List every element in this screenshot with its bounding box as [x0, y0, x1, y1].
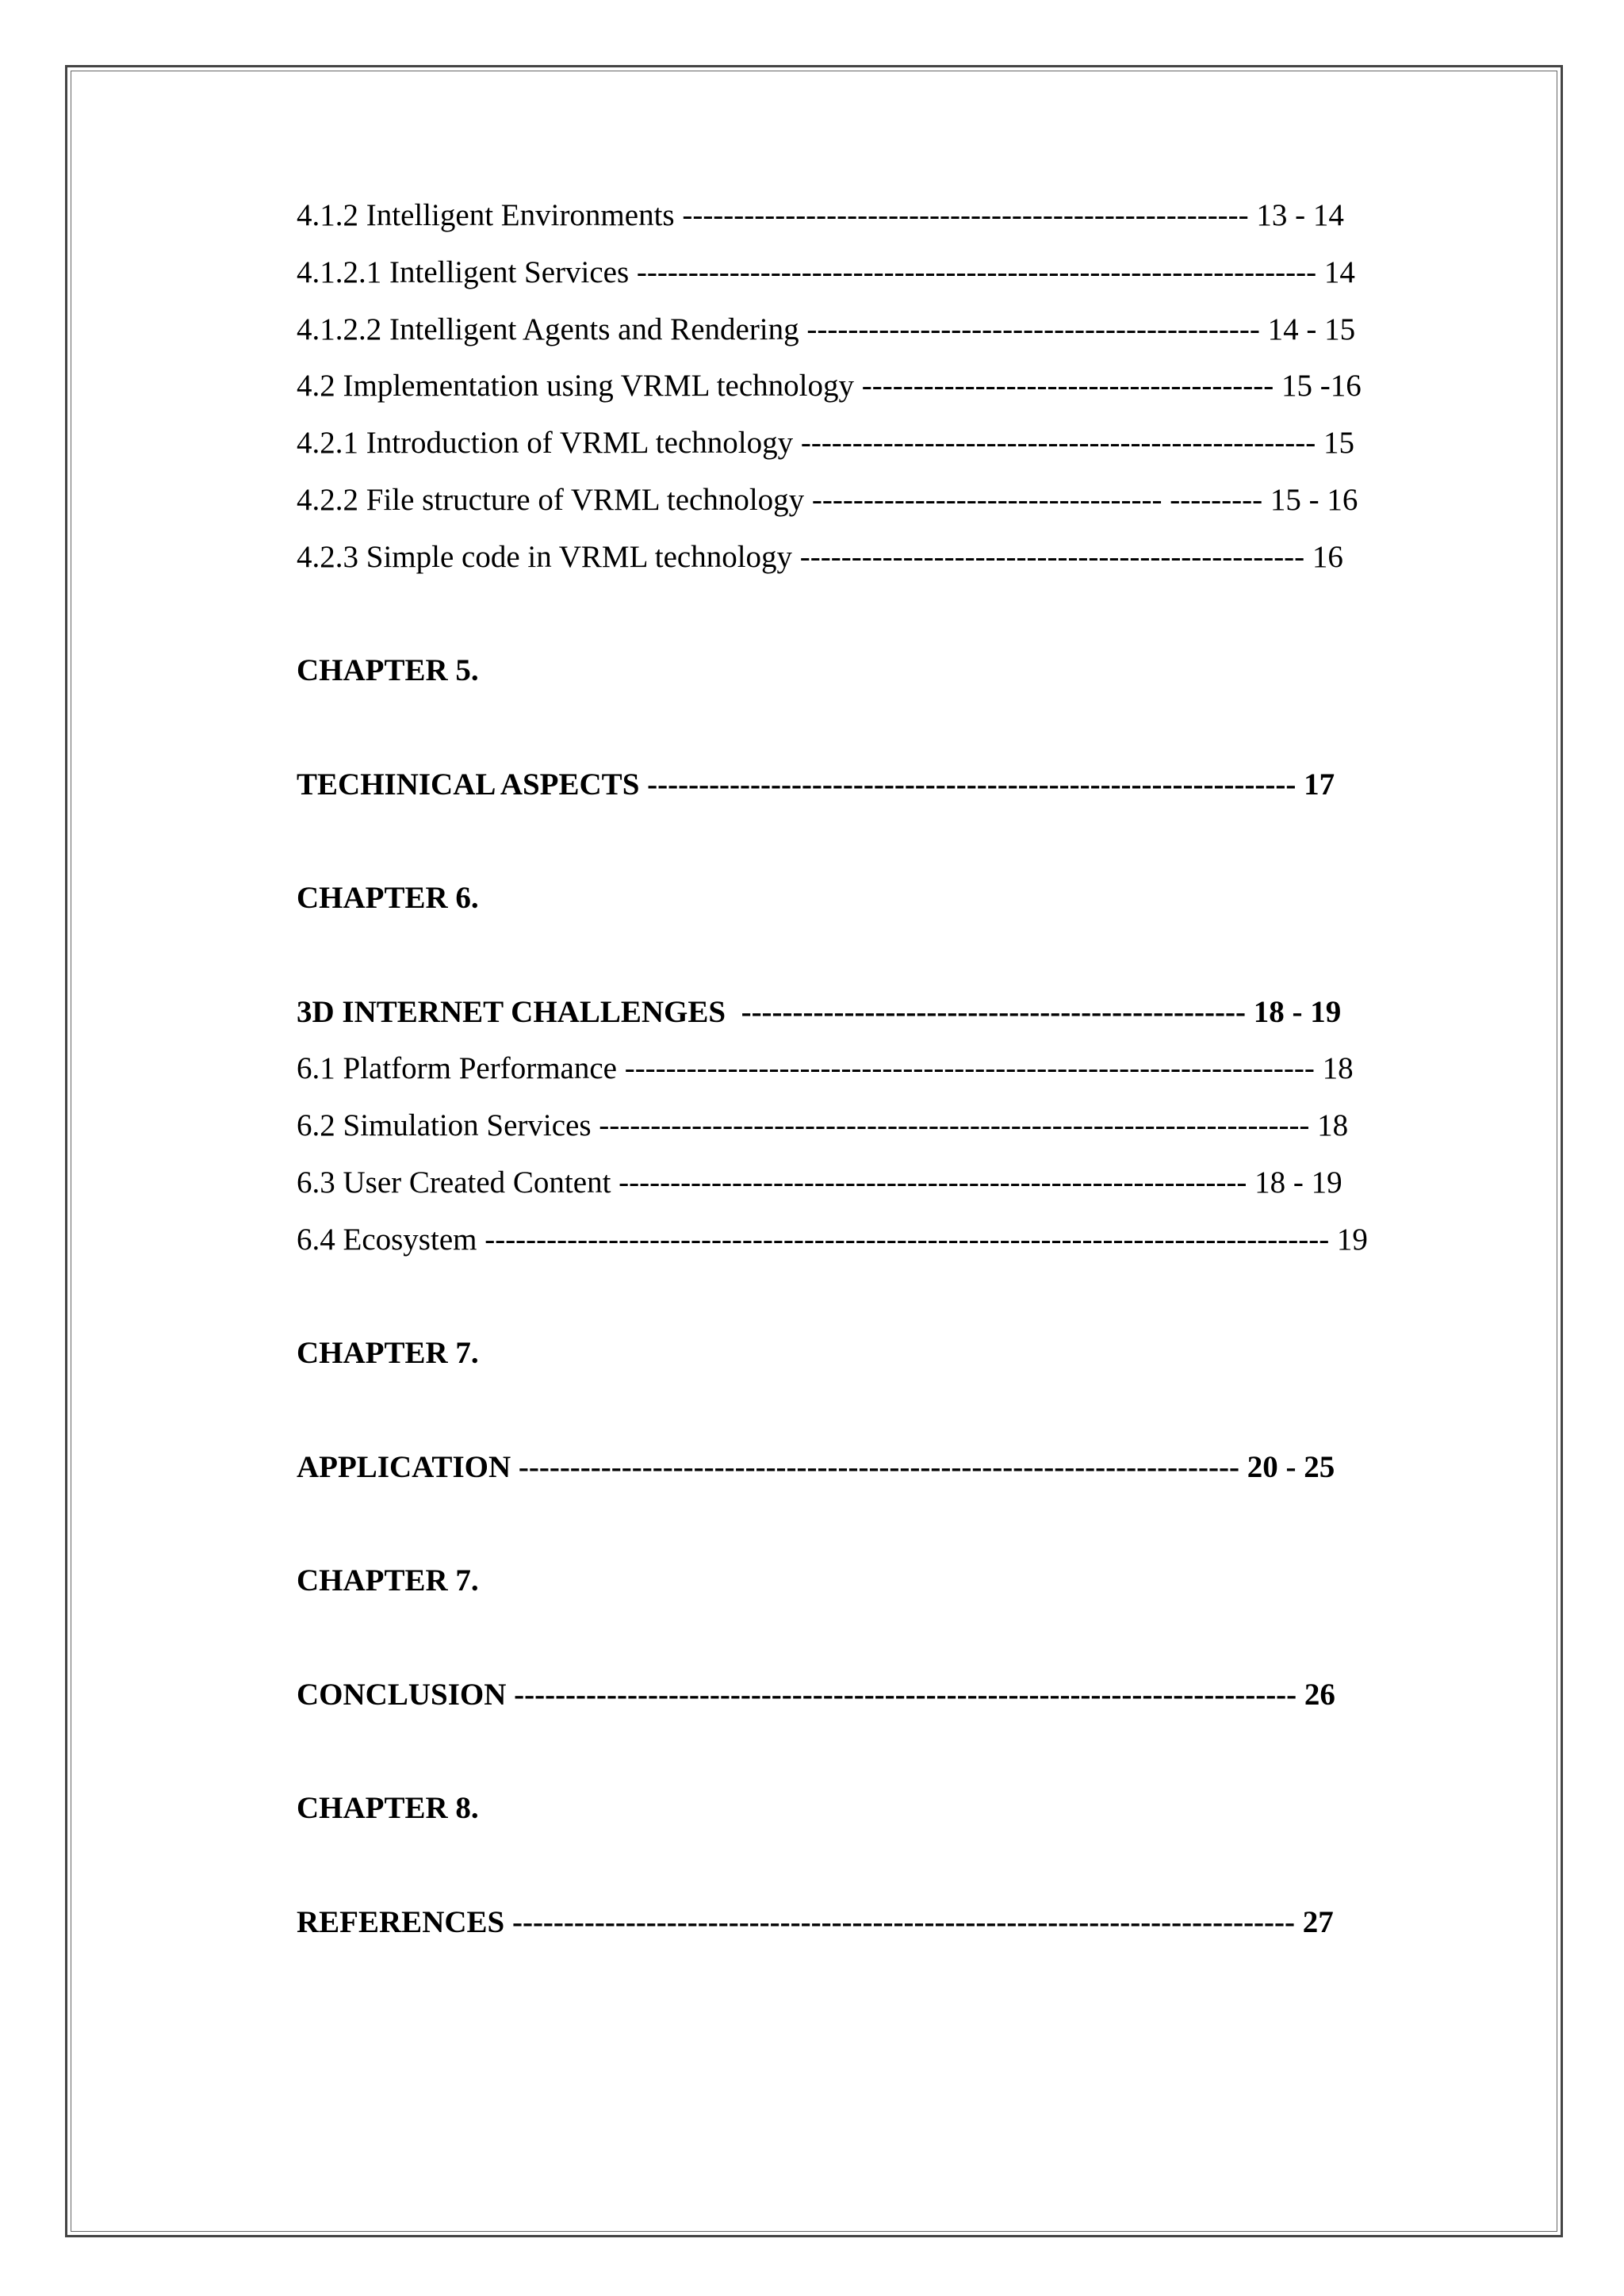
chapter-8-heading: CHAPTER 8.	[297, 1791, 479, 1825]
chapter-6-heading: CHAPTER 6.	[297, 881, 479, 915]
chapter-7-heading: CHAPTER 7.	[297, 1336, 479, 1370]
toc-entry-4-1-2: 4.1.2 Intelligent Environments ------------------------------------------------------- 13 - 14	[297, 198, 1344, 232]
toc-entry-3d-internet-challenges: 3D INTERNET CHALLENGES ------------------------------------------------- 18 - 19	[297, 995, 1342, 1029]
chapter-7-heading-2: CHAPTER 7.	[297, 1563, 479, 1598]
toc-entry-4-1-2-2: 4.1.2.2 Intelligent Agents and Rendering -------------------------------------------- 14 - 15	[297, 312, 1356, 346]
toc-entry-4-2-1: 4.2.1 Introduction of VRML technology -------------------------------------------------- 15	[297, 426, 1354, 460]
toc-entry-6-4: 6.4 Ecosystem ---------------------------------------------------------------------------------- 19	[297, 1223, 1368, 1257]
toc-entry-4-1-2-1: 4.1.2.1 Intelligent Services ------------------------------------------------------------------ 14	[297, 255, 1355, 289]
toc-entry-6-3: 6.3 User Created Content ------------------------------------------------------------- 18 - 19	[297, 1165, 1342, 1200]
toc-entry-application: APPLICATION ---------------------------------------------------------------------- 20 - 25	[297, 1450, 1335, 1484]
toc-entry-references: REFERENCES ---------------------------------------------------------------------------- 27	[297, 1905, 1334, 1939]
toc-entry-4-2: 4.2 Implementation using VRML technology ---------------------------------------- 15 -16	[297, 369, 1362, 403]
toc-entry-4-2-2: 4.2.2 File structure of VRML technology ---------------------------------- --------- 15 - 16	[297, 483, 1358, 517]
toc-entry-6-2: 6.2 Simulation Services --------------------------------------------------------------------- 18	[297, 1108, 1349, 1142]
chapter-5-heading: CHAPTER 5.	[297, 653, 479, 687]
toc-entry-6-1: 6.1 Platform Performance ------------------------------------------------------------------- 18	[297, 1051, 1354, 1085]
toc-entry-conclusion: CONCLUSION ---------------------------------------------------------------------------- 26	[297, 1678, 1335, 1712]
toc-entry-4-2-3: 4.2.3 Simple code in VRML technology ------------------------------------------------- 16	[297, 540, 1343, 574]
toc-entry-technical-aspects: TECHINICAL ASPECTS --------------------------------------------------------------- 17	[297, 767, 1335, 802]
